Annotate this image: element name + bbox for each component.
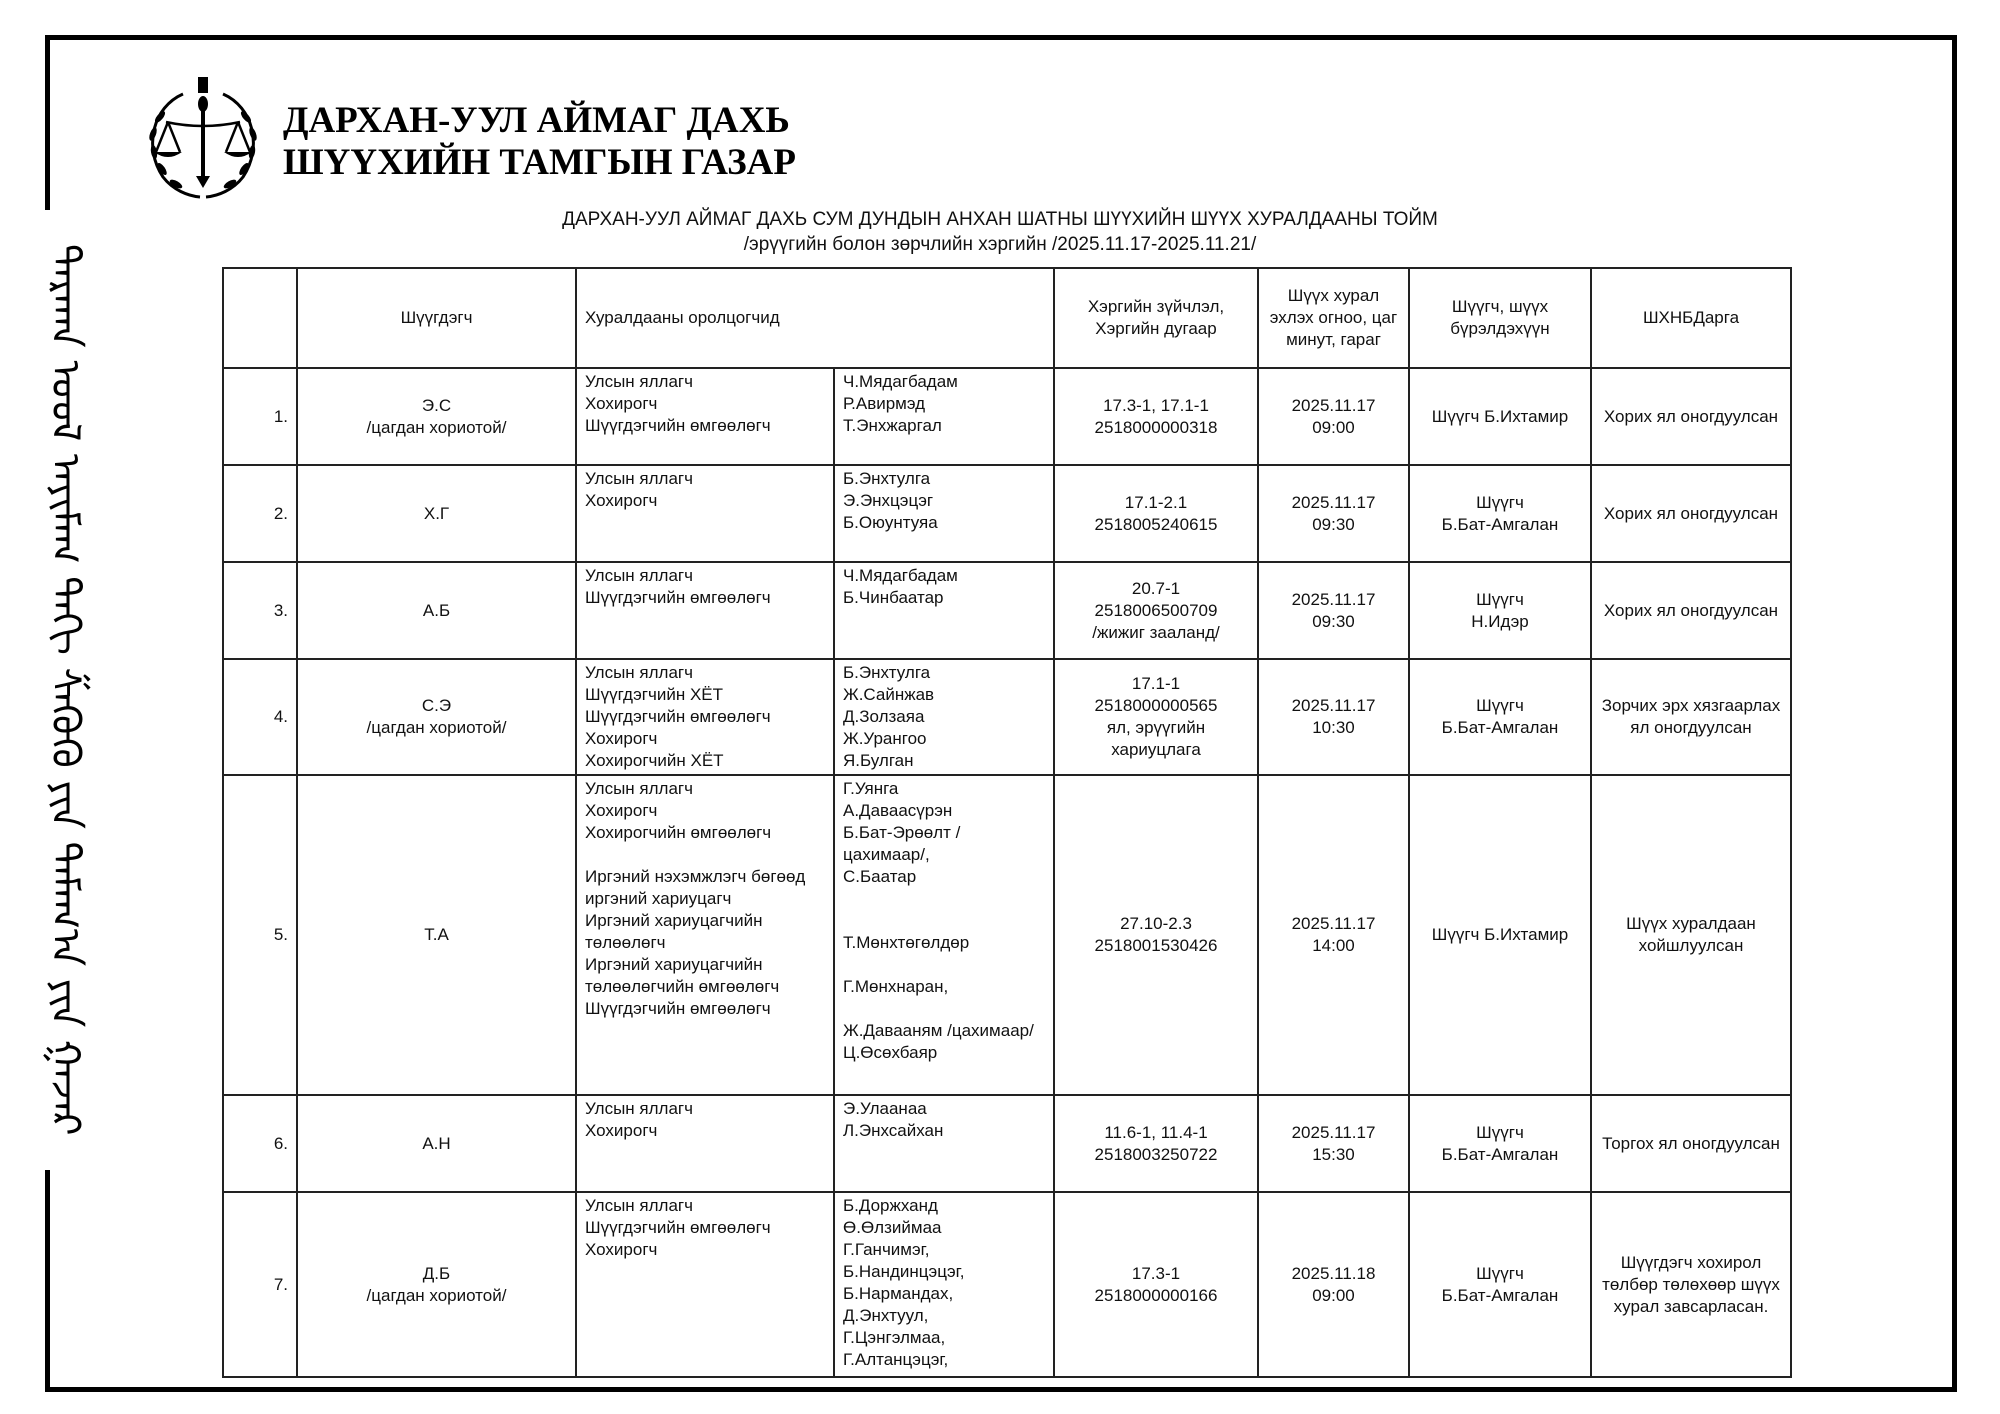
hearing-result: Хорих ял оногдуулсан xyxy=(1591,368,1791,465)
table-row xyxy=(223,562,1791,659)
defendant-cell xyxy=(297,659,576,775)
participant-name: Т.Энхжаргал xyxy=(843,416,942,435)
header-result: ШХНБДарга xyxy=(1591,268,1791,368)
participant-name: Г.Мөнхнаран, xyxy=(843,977,949,996)
hearing-time: 09:00 xyxy=(1312,417,1355,437)
participant-role: Иргэний хариуцагчийн төлөөлөгчийн өмгөөлөгч xyxy=(585,955,780,996)
case-number: 2518000000166 xyxy=(1094,1285,1218,1305)
case-number: 2518005240615 xyxy=(1094,514,1218,534)
participant-name: С.Баатар xyxy=(843,867,917,886)
participant-name: Б.Доржханд xyxy=(843,1196,938,1215)
participant-name: Б.Оюунтуяа xyxy=(843,513,938,532)
participant-role: Шүүгдэгчийн өмгөөлөгч xyxy=(585,707,771,726)
participant-role: Шүүгдэгчийн ХЁТ xyxy=(585,685,724,704)
participant-name: Я.Булган xyxy=(843,751,914,770)
defendant-initials: С.Э xyxy=(421,696,452,715)
judge-title: Шүүгч xyxy=(1476,1263,1524,1283)
participant-name: Б.Нандинцэцэг, xyxy=(843,1262,965,1281)
case-cell xyxy=(1054,659,1258,775)
case-number: 2518003250722 xyxy=(1094,1144,1218,1164)
hearing-datetime-cell xyxy=(1258,562,1409,659)
row-number: 2. xyxy=(223,465,297,562)
judge-title: Шүүгч xyxy=(1476,1122,1524,1142)
hearing-result: Шүүгдэгч хохирол төлбөр төлөхөөр шүүх хурал завсарласан. xyxy=(1591,1192,1791,1377)
participant-name: Г.Алтанцэцэг, xyxy=(843,1350,949,1369)
header-defendant: Шүүгдэгч xyxy=(297,268,576,368)
participant-name: Ө.Өлзиймаа xyxy=(843,1218,942,1237)
case-cell xyxy=(1054,775,1258,1095)
hearing-result: Хорих ял оногдуулсан xyxy=(1591,562,1791,659)
table-row xyxy=(223,1095,1791,1192)
table-row xyxy=(223,775,1791,1095)
defendant-initials: Д.Б xyxy=(422,1263,451,1283)
hearing-result: Хорих ял оногдуулсан xyxy=(1591,465,1791,562)
participant-name: Ц.Өсөхбаяр xyxy=(843,1043,938,1062)
participant-role: Шүүгдэгчийн өмгөөлөгч xyxy=(585,416,771,435)
participant-names-cell xyxy=(834,562,1054,659)
row-number: 4. xyxy=(223,659,297,775)
hearing-datetime-cell xyxy=(1258,465,1409,562)
participant-role: Улсын яллагч xyxy=(585,779,693,798)
case-cell xyxy=(1054,1192,1258,1377)
judge-name: Б.Бат-Амгалан xyxy=(1441,514,1559,534)
participant-roles-cell xyxy=(576,659,834,775)
judge-cell xyxy=(1409,775,1591,1095)
defendant-cell xyxy=(297,465,576,562)
judge-cell xyxy=(1409,465,1591,562)
participant-name: Т.Мөнхтөгөлдөр xyxy=(843,933,970,952)
participant-name: Г.Уянга xyxy=(843,779,899,798)
participant-name: Г.Цэнгэлмаа, xyxy=(843,1328,946,1347)
participant-role: Улсын яллагч xyxy=(585,663,693,682)
hearing-time: 14:00 xyxy=(1312,936,1355,955)
hearing-date: 2025.11.18 xyxy=(1291,1263,1376,1283)
participant-name: Ж.Давааням /цахимаар/ xyxy=(843,1021,1034,1040)
table-row xyxy=(223,465,1791,562)
header-case: Хэргийн зүйчлэл, Хэргийн дугаар xyxy=(1054,268,1258,368)
participant-roles-cell xyxy=(576,465,834,562)
hearing-result: Шүүх хуралдаан хойшлуулсан xyxy=(1591,775,1791,1095)
participant-name: Б.Нармандах, xyxy=(843,1284,954,1303)
hearing-datetime-cell xyxy=(1258,1192,1409,1377)
participant-role: Улсын яллагч xyxy=(585,1099,693,1118)
participant-role: Хохирогч xyxy=(585,1121,658,1140)
participant-name: Б.Энхтулга xyxy=(843,469,931,488)
judge-name: Н.Идэр xyxy=(1471,611,1529,631)
participant-names-cell xyxy=(834,368,1054,465)
participant-role: Хохирогч xyxy=(585,801,658,820)
participant-names-cell xyxy=(834,465,1054,562)
judge-cell xyxy=(1409,1192,1591,1377)
hearing-result: Зорчих эрх хязгаарлах ял оногдуулсан xyxy=(1591,659,1791,775)
row-number: 3. xyxy=(223,562,297,659)
participant-name: Ч.Мядагбадам xyxy=(843,566,958,585)
case-cell xyxy=(1054,465,1258,562)
case-article: 17.3-1 xyxy=(1131,1263,1181,1283)
participant-name: Э.Улаанаа xyxy=(843,1099,927,1118)
defendant-cell xyxy=(297,775,576,1095)
participant-role: Хохирогч xyxy=(585,729,658,748)
participant-role: Иргэний нэхэмжлэгч бөгөөд иргэний хариуцагч xyxy=(585,867,806,908)
hearing-datetime-cell xyxy=(1258,775,1409,1095)
organization-title xyxy=(283,100,796,184)
defendant-cell xyxy=(297,1095,576,1192)
case-number: 2518006500709 xyxy=(1094,600,1218,620)
court-hearing-schedule-table xyxy=(222,267,1792,1378)
hearing-time: 09:30 xyxy=(1312,514,1355,534)
participant-roles-cell xyxy=(576,562,834,659)
hearing-time: 10:30 xyxy=(1312,718,1355,737)
participant-role: Хохирогч xyxy=(585,1240,658,1259)
participant-name: Л.Энхсайхан xyxy=(843,1121,944,1140)
participant-name: Ж.Урангоо xyxy=(843,729,927,748)
table-header-row xyxy=(223,268,1791,368)
case-article: 17.3-1, 17.1-1 xyxy=(1103,395,1209,415)
participant-name: Ж.Сайнжав xyxy=(843,685,935,704)
organization-title-line1: ДАРХАН-УУЛ АЙМАГ ДАХЬ xyxy=(283,100,790,141)
participant-name: Ч.Мядагбадам xyxy=(843,372,958,391)
participant-name: Д.Золзаяа xyxy=(843,707,925,726)
hearing-time: 09:00 xyxy=(1312,1285,1355,1305)
participant-role: Шүүгдэгчийн өмгөөлөгч xyxy=(585,999,771,1018)
participant-role: Иргэний хариуцагчийн төлөөлөгч xyxy=(585,911,763,952)
table-row xyxy=(223,1192,1791,1377)
table-row xyxy=(223,368,1791,465)
case-cell xyxy=(1054,562,1258,659)
hearing-datetime-cell xyxy=(1258,1095,1409,1192)
detention-note: /цагдан хориотой/ xyxy=(366,718,507,737)
table-row xyxy=(223,659,1791,775)
row-number: 1. xyxy=(223,368,297,465)
header-datetime: Шүүх хурал эхлэх огноо, цаг минут, гараг xyxy=(1258,268,1409,368)
participant-name: Д.Энхтуул, xyxy=(843,1306,929,1325)
judge-cell xyxy=(1409,562,1591,659)
case-article: 11.6-1, 11.4-1 xyxy=(1104,1122,1208,1142)
participant-name: Б.Бат-Эрөөлт /цахимаар/, xyxy=(843,823,961,864)
participant-roles-cell xyxy=(576,775,834,1095)
case-number: 2518000000565 xyxy=(1094,696,1218,715)
case-article: 17.1-2.1 xyxy=(1124,492,1188,512)
row-number: 7. xyxy=(223,1192,297,1377)
document-heading xyxy=(400,207,1600,257)
row-number: 5. xyxy=(223,775,297,1095)
defendant-cell xyxy=(297,1192,576,1377)
participant-name: Г.Ганчимэг, xyxy=(843,1240,930,1259)
participant-role: Шүүгдэгчийн өмгөөлөгч xyxy=(585,588,771,607)
participant-name: Б.Чинбаатар xyxy=(843,588,944,607)
hearing-date: 2025.11.17 xyxy=(1291,395,1376,415)
defendant-initials: Х.Г xyxy=(423,503,450,523)
document-subtitle: /эрүүгийн болон зөрчлийн хэргийн /2025.11.17-2025.11.21/ xyxy=(743,234,1257,255)
participant-role: Шүүгдэгчийн өмгөөлөгч xyxy=(585,1218,771,1237)
case-article: 27.10-2.3 xyxy=(1120,914,1192,933)
participant-name: А.Даваасүрэн xyxy=(843,801,953,820)
hearing-datetime-cell xyxy=(1258,659,1409,775)
hearing-date: 2025.11.17 xyxy=(1291,589,1376,609)
participant-name: Б.Энхтулга xyxy=(843,663,931,682)
organization-title-line2: ШҮҮХИЙН ТАМГЫН ГАЗАР xyxy=(283,142,796,183)
participant-names-cell xyxy=(834,659,1054,775)
judge-cell xyxy=(1409,659,1591,775)
participant-roles-cell xyxy=(576,1192,834,1377)
case-number: 2518001530426 xyxy=(1094,936,1218,955)
case-article: 20.7-1 xyxy=(1131,578,1181,598)
participant-names-cell xyxy=(834,1192,1054,1377)
header-number xyxy=(223,268,297,368)
row-number: 6. xyxy=(223,1095,297,1192)
participant-name: Э.Энхцэцэг xyxy=(843,491,934,510)
hearing-date: 2025.11.17 xyxy=(1291,1122,1376,1142)
judge-cell xyxy=(1409,368,1591,465)
defendant-initials: А.Б xyxy=(422,600,451,620)
defendant-initials: Э.С xyxy=(421,395,452,415)
participant-role: Хохирогчийн өмгөөлөгч xyxy=(585,823,772,842)
participant-roles-cell xyxy=(576,368,834,465)
case-cell xyxy=(1054,1095,1258,1192)
judge-title: Шүүгч xyxy=(1476,492,1524,512)
vertical-mongolian-script-banner xyxy=(30,210,100,1170)
participant-role: Улсын яллагч xyxy=(585,469,693,488)
judge-title: Шүүгч Б.Ихтамир xyxy=(1431,406,1569,426)
defendant-cell xyxy=(297,368,576,465)
case-article: 17.1-1 xyxy=(1131,674,1181,693)
vertical-mongolian-text: ᠳᠠᠷᠬᠠᠨ ᠤᠤᠯ ᠠᠶᠢᠮᠠᠭ ᠳᠠᠬᠢ ᠱᠡᠭᠦᠬᠦ ᠶᠢᠨ ᠲᠠᠮᠠᠭ᠎ᠠ ᠶᠢᠨ ᠭᠠᠵᠠᠷ xyxy=(42,244,88,1136)
hearing-result: Торгох ял оногдуулсан xyxy=(1591,1095,1791,1192)
judge-name: Б.Бат-Амгалан xyxy=(1441,1285,1559,1305)
hearing-datetime-cell xyxy=(1258,368,1409,465)
participant-roles-cell xyxy=(576,1095,834,1192)
judge-title: Шүүгч xyxy=(1476,696,1524,715)
defendant-cell xyxy=(297,562,576,659)
participant-role: Хохирогч xyxy=(585,394,658,413)
participant-names-cell xyxy=(834,775,1054,1095)
case-number: 2518000000318 xyxy=(1094,417,1218,437)
participant-role: Улсын яллагч xyxy=(585,566,693,585)
hearing-time: 15:30 xyxy=(1312,1144,1355,1164)
case-note: ял, эрүүгийн хариуцлага xyxy=(1106,718,1206,759)
hearing-date: 2025.11.17 xyxy=(1291,492,1376,512)
detention-note: /цагдан хориотой/ xyxy=(366,417,507,437)
case-cell xyxy=(1054,368,1258,465)
header-participants: Хуралдааны оролцогчид xyxy=(576,268,1054,368)
defendant-initials: А.Н xyxy=(422,1133,451,1153)
participant-role: Улсын яллагч xyxy=(585,1196,693,1215)
hearing-date: 2025.11.17 xyxy=(1291,696,1376,715)
document-title: ДАРХАН-УУЛ АЙМАГ ДАХЬ СУМ ДУНДЫН АНХАН ШАТНЫ ШҮҮХИЙН ШҮҮХ ХУРАЛДААНЫ ТОЙМ xyxy=(562,209,1438,230)
judge-cell xyxy=(1409,1095,1591,1192)
hearing-date: 2025.11.17 xyxy=(1291,914,1376,933)
participant-name: Р.Авирмэд xyxy=(843,394,926,413)
judge-title: Шүүгч Б.Ихтамир xyxy=(1431,925,1569,944)
judge-title: Шүүгч xyxy=(1476,589,1524,609)
judge-name: Б.Бат-Амгалан xyxy=(1441,1144,1559,1164)
participant-role: Хохирогч xyxy=(585,491,658,510)
court-emblem-icon xyxy=(138,72,268,202)
header-judge: Шүүгч, шүүх бүрэлдэхүүн xyxy=(1409,268,1591,368)
judge-name: Б.Бат-Амгалан xyxy=(1441,718,1559,737)
defendant-initials: Т.А xyxy=(424,925,449,944)
participant-role: Хохирогчийн ХЁТ xyxy=(585,751,724,770)
participant-role: Улсын яллагч xyxy=(585,372,693,391)
case-note: /жижиг зааланд/ xyxy=(1092,622,1220,642)
hearing-time: 09:30 xyxy=(1312,611,1355,631)
participant-names-cell xyxy=(834,1095,1054,1192)
detention-note: /цагдан хориотой/ xyxy=(366,1285,507,1305)
